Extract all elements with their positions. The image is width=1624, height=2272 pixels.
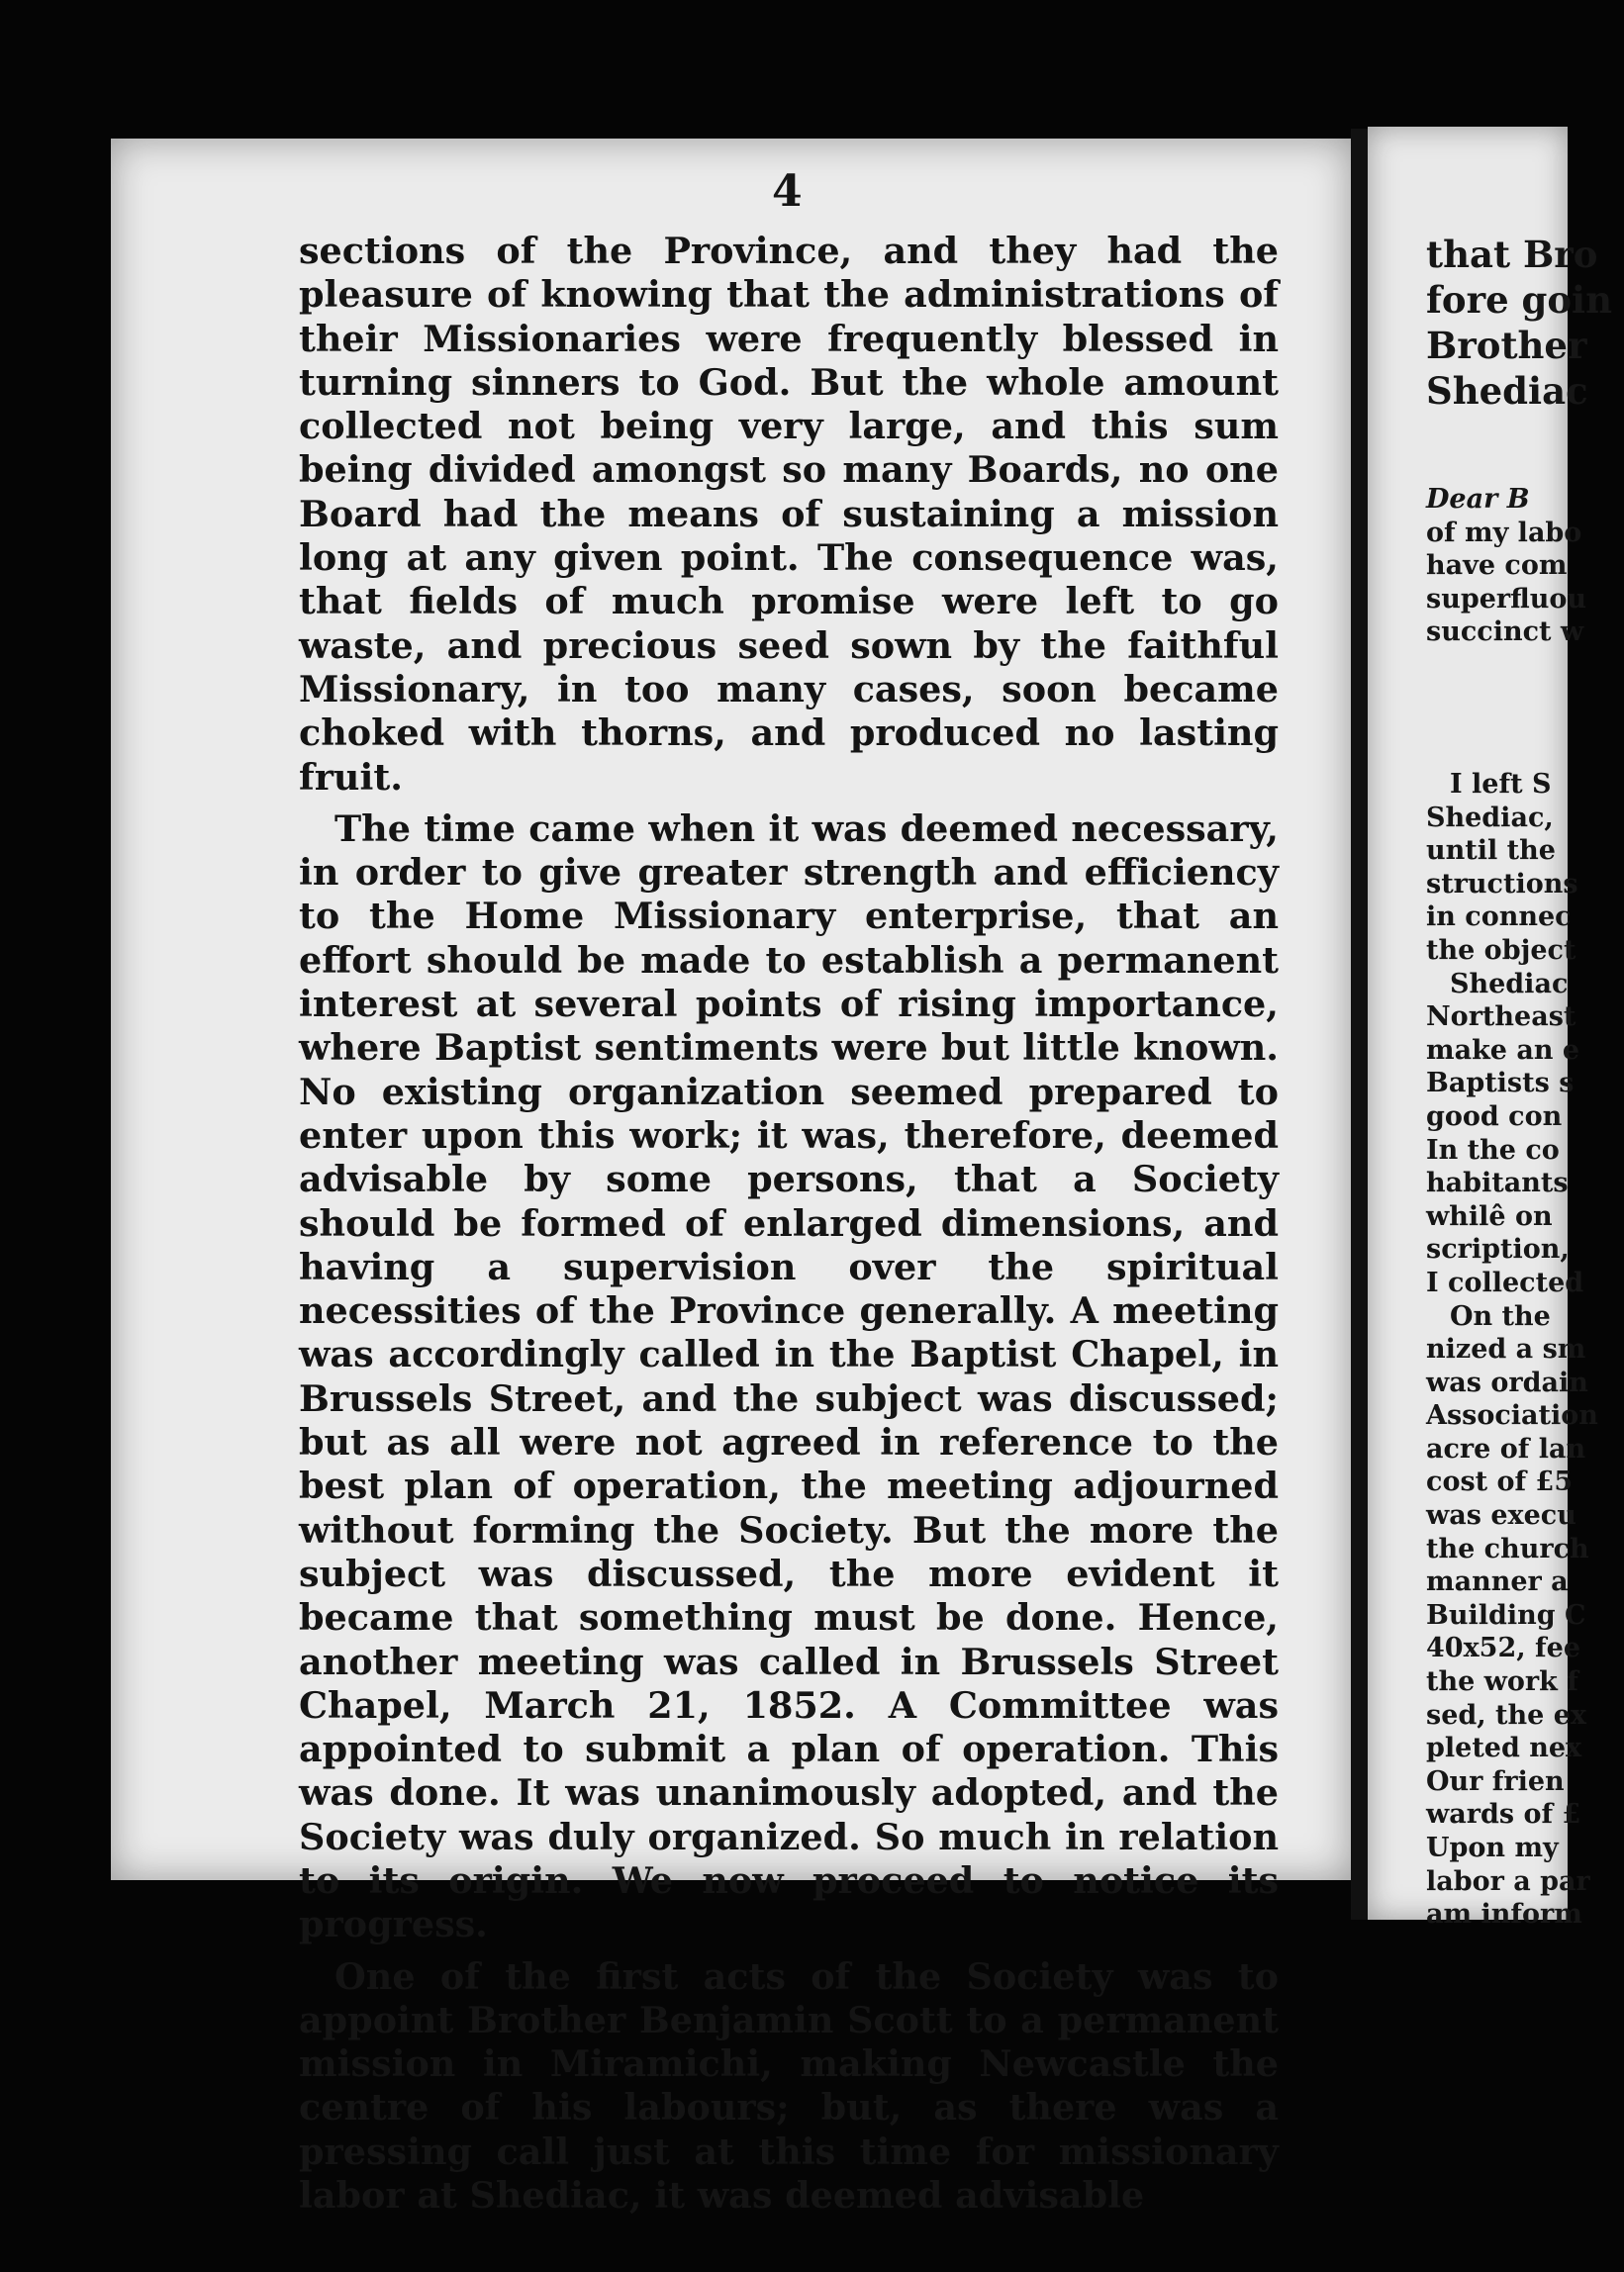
letter-greeting: Dear B — [1426, 484, 1530, 515]
right-line: Baptists s — [1426, 1068, 1575, 1099]
right-line: Brother — [1426, 324, 1587, 367]
main-text — [299, 230, 1279, 2218]
right-line: acre of lan — [1426, 1433, 1586, 1465]
paragraph-2: The time came when it was deemed necessary, in order to give greater strength and efficiency to the Home Missionary enterprise, that an effort should be made to establish a permanent interest at several points of rising importance, where Baptist sentiments were but little known. No existing organization seemed prepared to enter upon this work; it was, therefore, deemed advisable by some persons, that a Society should be formed of enlarged dimensions, and having a supervision over the spiritual necessities of the Province generally. A meeting was accordingly called in the Baptist Chapel, in Brussels Street, and the subject was discussed; but as all were not agreed in reference to the best plan of operation, the meeting adjourned without forming the Society. But the more the subject was discussed, the more evident it became that something must be done. Hence, another meeting was called in Brussels Street Chapel, March 21, 1852. A Committee was appointed to submit a plan of operation. This was done. It was unanimously adopted, and the Society was duly organized. So much in relation to its origin. We now proceed to notice its progress. — [299, 806, 1279, 1946]
right-line: I collected — [1426, 1267, 1584, 1298]
right-column-top — [1426, 232, 1624, 414]
paragraph-1: sections of the Province, and they had the pleasure of knowing that the administrations of their Missionaries were frequently blessed in turning sinners to God. But the whole amount collected not being very large, and this sum being divided amongst so many Boards, no one Board had the means of sustaining a mission long at any given point. The consequence was, that fields of much promise were left to go waste, and precious seed sown by the faithful Missionary, in too many cases, soon became choked with thorns, and produced no lasting fruit. — [299, 230, 1279, 799]
right-line: until the — [1426, 835, 1556, 867]
right-line: was ordain — [1426, 1367, 1588, 1398]
right-line: the object — [1426, 934, 1576, 966]
right-column-body — [1426, 768, 1624, 1932]
right-line: was execu — [1426, 1500, 1576, 1532]
right-line: superfluou — [1426, 583, 1587, 615]
right-line: am inform — [1426, 1899, 1582, 1931]
right-line: the work f — [1426, 1666, 1578, 1698]
right-line: Shediac — [1426, 369, 1588, 413]
right-line: good con — [1426, 1100, 1563, 1132]
right-line: of my labo — [1426, 517, 1582, 548]
right-line: Association — [1426, 1400, 1598, 1432]
right-line: whilê on — [1426, 1200, 1553, 1232]
right-line: nized a sm — [1426, 1334, 1586, 1366]
right-line: the church — [1426, 1533, 1589, 1564]
page-number: 4 — [772, 166, 803, 217]
right-line: In the co — [1426, 1134, 1560, 1166]
right-line: structions — [1426, 868, 1578, 899]
right-line: 40x52, fee — [1426, 1633, 1581, 1664]
right-line: that Bro — [1426, 233, 1598, 276]
right-line: wards of £ — [1426, 1799, 1581, 1831]
right-line: On the — [1450, 1300, 1551, 1332]
right-line: have com — [1426, 550, 1568, 581]
right-line: pleted nex — [1426, 1733, 1582, 1764]
right-line: Building C — [1426, 1599, 1586, 1631]
right-line: cost of £5 — [1426, 1467, 1574, 1498]
right-line: sed, the ex — [1426, 1699, 1587, 1731]
right-line: manner a — [1426, 1566, 1569, 1598]
right-line: Shediac — [1450, 968, 1569, 999]
right-line: in connec — [1426, 901, 1572, 933]
right-line: succinct w — [1426, 616, 1584, 647]
right-column-letter — [1426, 483, 1624, 649]
right-line: labor a par — [1426, 1865, 1590, 1897]
paragraph-3: One of the first acts of the Society was to appoint Brother Benjamin Scott to a permanent mission in Miramichi, making Newcastle the centre of his labours; but, as there was a pressing call just at this time for missionary labor at Shediac, it was deemed advisable — [299, 1954, 1279, 2218]
right-line: I left S — [1450, 769, 1552, 800]
page-gutter — [1351, 129, 1368, 1920]
right-line: scription, — [1426, 1234, 1570, 1266]
right-line: Shediac, — [1426, 802, 1554, 833]
right-line: Our frien — [1426, 1765, 1565, 1797]
right-line: Northeast — [1426, 1001, 1576, 1033]
right-line: habitants — [1426, 1168, 1569, 1199]
right-line: fore goin — [1426, 278, 1613, 322]
right-line: Upon my — [1426, 1833, 1559, 1863]
right-line: make an e — [1426, 1034, 1580, 1066]
